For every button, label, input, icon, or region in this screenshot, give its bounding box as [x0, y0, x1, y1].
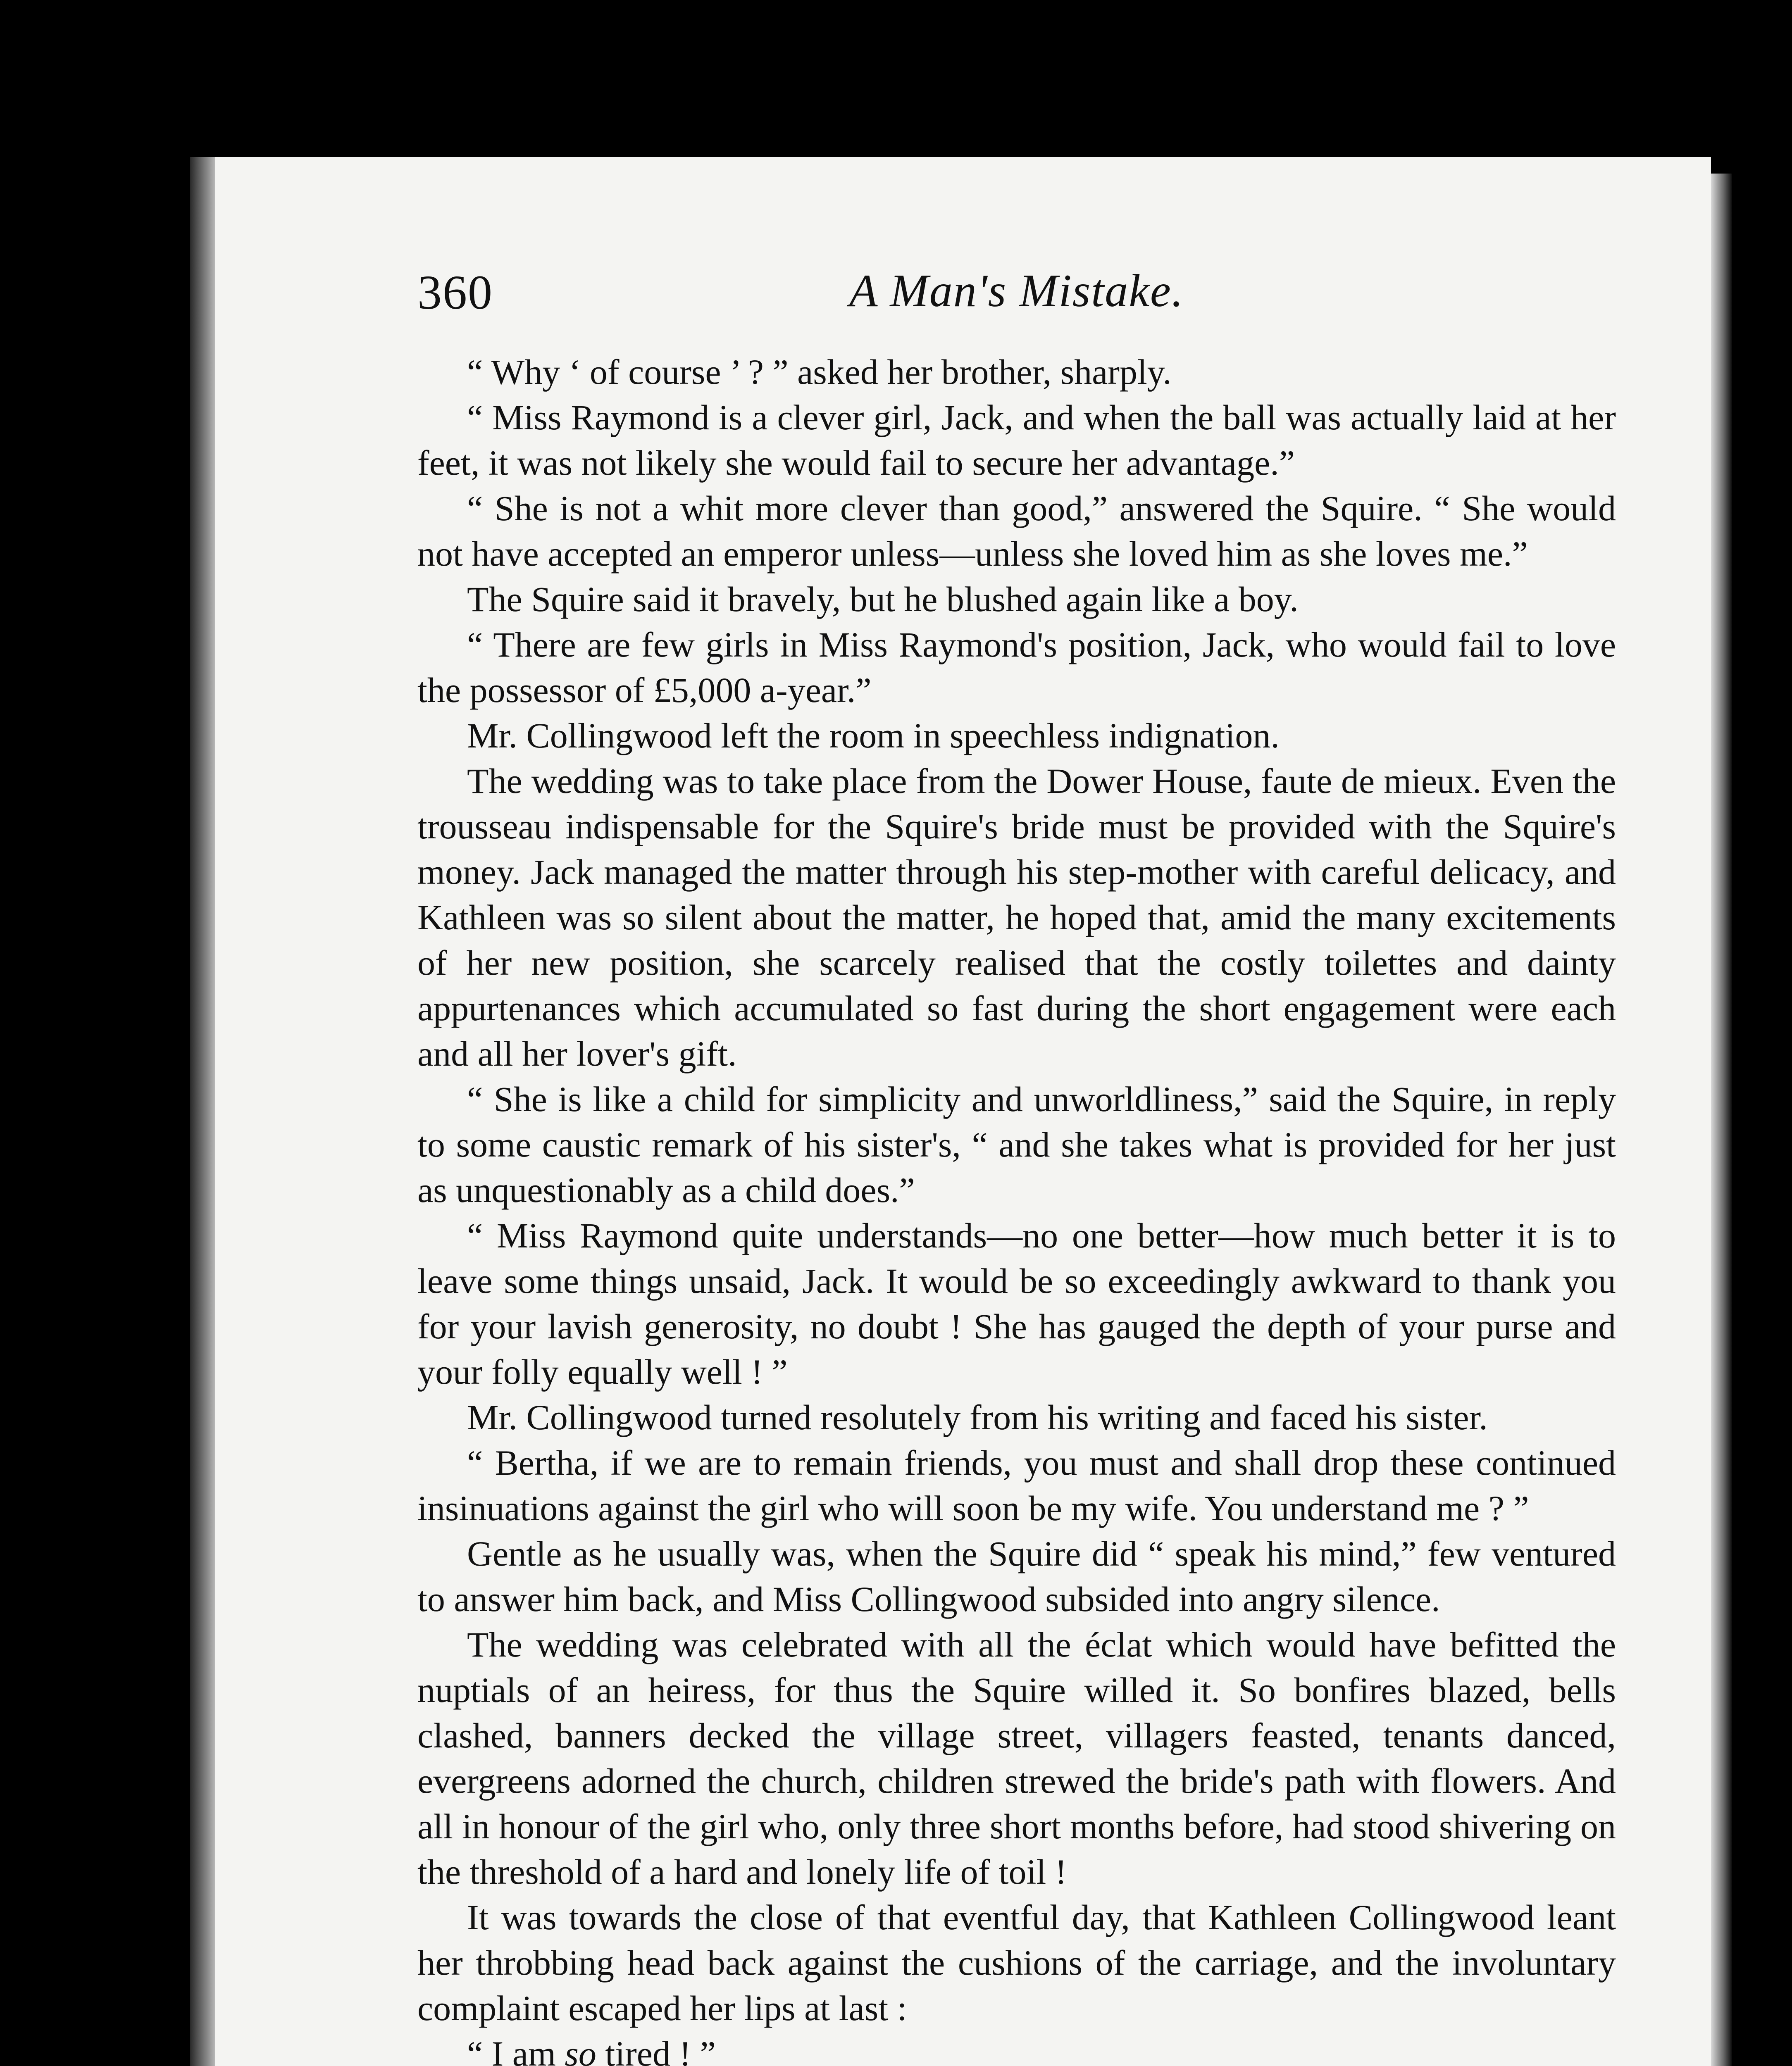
- final-line-start: “ I am: [467, 2034, 565, 2066]
- paragraph: The wedding was celebrated with all the éclat which would have befitted the nuptials of an heiress, for thus the Squire willed it. So bonfires blazed, bells clashed, banners decked the village street, villagers feasted, tenants danced, evergreens adorned the church, children strewed the bride's path with flowers. And all in honour of the girl who, only three short months before, had stood shivering on the threshold of a hard and lonely life of toil !: [417, 1625, 1616, 1892]
- final-line-emphasis: so: [565, 2034, 596, 2066]
- paragraph: Gentle as he usually was, when the Squire did “ speak his mind,” few ventured to answer him back, and Miss Collingwood subsided into angry silence.: [417, 1534, 1616, 1619]
- paragraph: “ There are few girls in Miss Raymond's position, Jack, who would fail to love the possessor of £5,000 a-year.”: [417, 625, 1616, 710]
- paragraph: “ Bertha, if we are to remain friends, you must and shall drop these continued insinuations against the girl who will soon be my wife. You understand me ? ”: [417, 1443, 1616, 1528]
- final-line: [417, 2031, 1616, 2066]
- paragraph: “ Miss Raymond is a clever girl, Jack, and when the ball was actually laid at her feet, it was not likely she would fail to secure her advantage.”: [417, 397, 1616, 483]
- paragraph: “ She is not a whit more clever than good,” answered the Squire. “ She would not have accepted an emperor unless—unless she loved him as she loves me.”: [417, 488, 1616, 574]
- paragraph: The Squire said it bravely, but he blushed again like a boy.: [467, 579, 1299, 619]
- page-edge-shadow: [1711, 174, 1732, 2066]
- paragraph: Mr. Collingwood turned resolutely from his writing and faced his sister.: [467, 1397, 1488, 1437]
- paragraph: It was towards the close of that eventful day, that Kathleen Collingwood leant her throbbing head back against the cushions of the carriage, and the involuntary complaint escaped her lips at last :: [417, 1897, 1616, 2028]
- paragraph: Mr. Collingwood left the room in speechless indignation.: [467, 716, 1280, 755]
- paragraph: “ She is like a child for simplicity and unworldliness,” said the Squire, in reply to some caustic remark of his sister's, “ and she takes what is provided for her just as unquestionably as a child does.”: [417, 1079, 1616, 1210]
- final-line-end: tired ! ”: [596, 2034, 716, 2066]
- running-title: A Man's Mistake.: [849, 265, 1184, 317]
- body-text: [417, 349, 1616, 2066]
- page-header: [417, 264, 1616, 331]
- paragraph: “ Miss Raymond quite understands—no one better—how much better it is to leave some things unsaid, Jack. It would be so exceedingly awkward to thank you for your lavish generosity, no doubt ! She has gauged the depth of your purse and your folly equally well ! ”: [417, 1216, 1616, 1392]
- page-number: 360: [417, 265, 493, 319]
- paragraph: The wedding was to take place from the Dower House, faute de mieux. Even the trousseau indispensable for the Squire's bride must be provided with the Squire's money. Jack managed the matter through his step-mother with careful delicacy, and Kathleen was so silent about the matter, he hoped that, amid the many excitements of her new position, she scarcely realised that the costly toilettes and dainty appurtenances which accumulated so fast during the short engagement were each and all her lover's gift.: [417, 761, 1616, 1073]
- paragraph: “ Why ‘ of course ’ ? ” asked her brother, sharply.: [467, 352, 1172, 392]
